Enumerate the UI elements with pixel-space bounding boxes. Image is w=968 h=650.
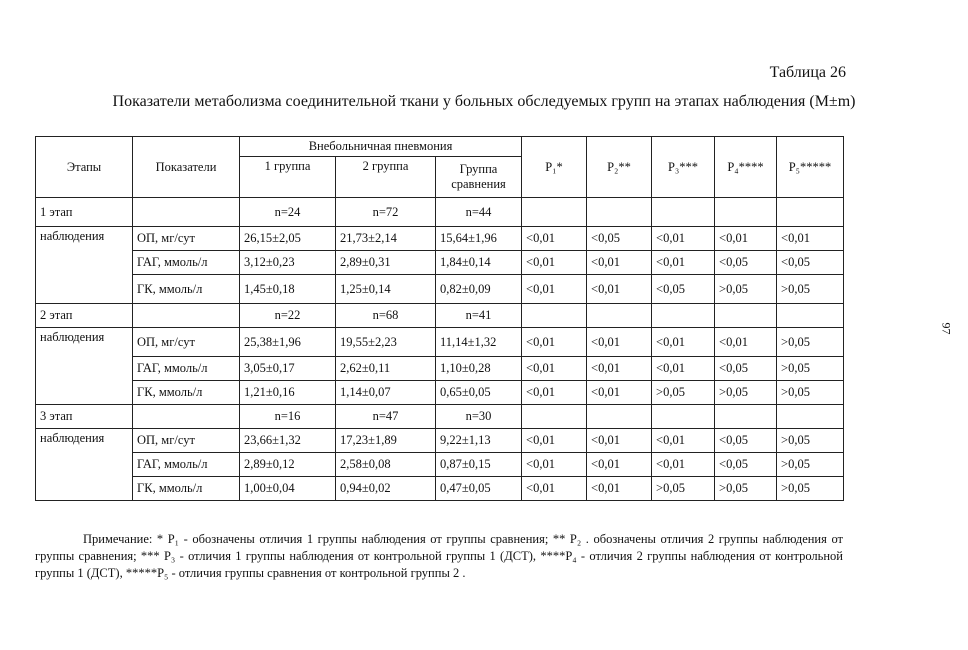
empty-cell [522, 405, 587, 429]
value-g1: 2,89±0,12 [240, 453, 336, 477]
p-value: <0,01 [587, 251, 652, 275]
n-count: n=47 [336, 405, 436, 429]
indicator: ГАГ, ммоль/л [133, 251, 240, 275]
value-g3: 0,47±0,05 [436, 477, 522, 501]
value-g3: 1,84±0,14 [436, 251, 522, 275]
value-g1: 26,15±2,05 [240, 227, 336, 251]
indicator: ГАГ, ммоль/л [133, 357, 240, 381]
page-number: 97 [939, 322, 954, 335]
value-g1: 25,38±1,96 [240, 328, 336, 357]
indicator: ГК, ммоль/л [133, 477, 240, 501]
n-count: n=30 [436, 405, 522, 429]
value-g2: 1,14±0,07 [336, 381, 436, 405]
p-value: <0,01 [587, 429, 652, 453]
p-value: <0,01 [715, 328, 777, 357]
empty-cell [777, 405, 844, 429]
p-value: <0,01 [652, 251, 715, 275]
value-g1: 3,05±0,17 [240, 357, 336, 381]
header-p3: P₃*** [652, 137, 715, 198]
p-value: >0,05 [777, 275, 844, 304]
value-g2: 1,25±0,14 [336, 275, 436, 304]
p-value: <0,01 [777, 227, 844, 251]
header-p1: P₁* [522, 137, 587, 198]
empty-cell [715, 304, 777, 328]
p-value: <0,01 [652, 357, 715, 381]
stage-line1: 3 этап [36, 405, 133, 429]
table-body [36, 198, 844, 501]
p-value: <0,05 [652, 275, 715, 304]
value-g3: 0,82±0,09 [436, 275, 522, 304]
indicator: ГК, ммоль/л [133, 275, 240, 304]
p-value: >0,05 [652, 477, 715, 501]
p-value: <0,01 [587, 275, 652, 304]
value-g1: 1,00±0,04 [240, 477, 336, 501]
table-row [36, 198, 844, 227]
n-count: n=72 [336, 198, 436, 227]
header-group2: 2 группа [336, 157, 436, 198]
header-p2: P₂** [587, 137, 652, 198]
p-value: <0,05 [715, 453, 777, 477]
n-count: n=41 [436, 304, 522, 328]
p-value: >0,05 [777, 429, 844, 453]
p-value: <0,01 [587, 477, 652, 501]
p-value: <0,01 [522, 328, 587, 357]
table-row [36, 477, 844, 501]
p-value: <0,01 [522, 227, 587, 251]
p-value: >0,05 [715, 275, 777, 304]
p-value: <0,01 [522, 381, 587, 405]
n-count: n=22 [240, 304, 336, 328]
header-stages: Этапы [36, 137, 133, 198]
p-value: <0,01 [652, 453, 715, 477]
table-caption: Показатели метаболизма соединительной ткани у больных обследуемых групп на этапах наблюдения (M±m) [112, 93, 856, 110]
p-value: >0,05 [715, 477, 777, 501]
p-value: <0,05 [587, 227, 652, 251]
value-g2: 0,94±0,02 [336, 477, 436, 501]
empty-cell [587, 405, 652, 429]
value-g2: 19,55±2,23 [336, 328, 436, 357]
data-table [35, 136, 844, 501]
p-value: >0,05 [652, 381, 715, 405]
value-g3: 0,65±0,05 [436, 381, 522, 405]
value-g2: 17,23±1,89 [336, 429, 436, 453]
p-value: <0,01 [587, 381, 652, 405]
p-value: >0,05 [777, 453, 844, 477]
p-value: >0,05 [777, 477, 844, 501]
stage-line2: наблюдения [36, 227, 133, 304]
empty-cell [715, 405, 777, 429]
stage-line1: 1 этап [36, 198, 133, 227]
value-g2: 21,73±2,14 [336, 227, 436, 251]
value-g3: 11,14±1,32 [436, 328, 522, 357]
p-value: <0,01 [522, 251, 587, 275]
header-group1: 1 группа [240, 157, 336, 198]
value-g3: 9,22±1,13 [436, 429, 522, 453]
stage-line1: 2 этап [36, 304, 133, 328]
p-value: >0,05 [777, 328, 844, 357]
value-g2: 2,89±0,31 [336, 251, 436, 275]
value-g3: 1,10±0,28 [436, 357, 522, 381]
empty-cell [652, 198, 715, 227]
value-g1: 1,45±0,18 [240, 275, 336, 304]
n-count: n=24 [240, 198, 336, 227]
value-g2: 2,62±0,11 [336, 357, 436, 381]
table-row [36, 357, 844, 381]
p-value: <0,01 [522, 275, 587, 304]
p-value: <0,01 [587, 357, 652, 381]
p-value: <0,01 [587, 453, 652, 477]
table-row [36, 429, 844, 453]
p-value: <0,05 [715, 357, 777, 381]
empty-cell [587, 198, 652, 227]
header-group-cmp-line1: Группа [459, 162, 498, 176]
p-value: <0,01 [652, 328, 715, 357]
empty-cell [522, 304, 587, 328]
p-value: <0,01 [652, 227, 715, 251]
table-row [36, 275, 844, 304]
p-value: <0,01 [522, 357, 587, 381]
header-group-cmp [436, 157, 522, 198]
value-g1: 23,66±1,32 [240, 429, 336, 453]
empty-cell [133, 198, 240, 227]
header-group-cmp-line2: сравнения [451, 177, 506, 191]
table-row [36, 251, 844, 275]
header-p4: P₄**** [715, 137, 777, 198]
p-value: >0,05 [715, 381, 777, 405]
empty-cell [777, 198, 844, 227]
note-text: Примечание: * P₁ - обозначены отличия 1 группы наблюдения от группы сравнения; ** P₂ . обозначены отличия 2 группы наблюдения от группы сравнения; *** P₃ - отличия 1 группы наблюдения от контрольной группы 1 (ДСТ), ****P₄ - отличия 2 группы наблюдения от контрольной группы 1 (ДСТ), *****P₅ - отличия группы сравнения от контрольной группы 2 . [35, 532, 843, 580]
header-p5: P₅***** [777, 137, 844, 198]
indicator: ГАГ, ммоль/л [133, 453, 240, 477]
indicator: ОП, мг/сут [133, 429, 240, 453]
empty-cell [133, 304, 240, 328]
p-value: <0,01 [587, 328, 652, 357]
n-count: n=16 [240, 405, 336, 429]
indicator: ОП, мг/сут [133, 328, 240, 357]
p-value: <0,01 [652, 429, 715, 453]
p-value: >0,05 [777, 381, 844, 405]
p-value: <0,05 [777, 251, 844, 275]
p-value: <0,01 [522, 429, 587, 453]
table-row [36, 227, 844, 251]
header-group-span: Внебольничная пневмония [240, 137, 522, 157]
indicator: ОП, мг/сут [133, 227, 240, 251]
value-g2: 2,58±0,08 [336, 453, 436, 477]
empty-cell [777, 304, 844, 328]
p-value: <0,01 [522, 477, 587, 501]
empty-cell [652, 405, 715, 429]
value-g3: 15,64±1,96 [436, 227, 522, 251]
value-g1: 1,21±0,16 [240, 381, 336, 405]
p-value: <0,01 [715, 227, 777, 251]
p-value: >0,05 [777, 357, 844, 381]
empty-cell [715, 198, 777, 227]
p-value: <0,01 [522, 453, 587, 477]
table-row [36, 405, 844, 429]
n-count: n=44 [436, 198, 522, 227]
indicator: ГК, ммоль/л [133, 381, 240, 405]
header-indicators: Показатели [133, 137, 240, 198]
stage-line2: наблюдения [36, 328, 133, 405]
value-g3: 0,87±0,15 [436, 453, 522, 477]
value-g1: 3,12±0,23 [240, 251, 336, 275]
empty-cell [133, 405, 240, 429]
empty-cell [652, 304, 715, 328]
empty-cell [522, 198, 587, 227]
table-label: Таблица 26 [769, 64, 846, 81]
table-row [36, 381, 844, 405]
p-value: <0,05 [715, 251, 777, 275]
table-row [36, 328, 844, 357]
stage-line2: наблюдения [36, 429, 133, 501]
table-note [35, 531, 843, 582]
table-row [36, 304, 844, 328]
n-count: n=68 [336, 304, 436, 328]
empty-cell [587, 304, 652, 328]
p-value: <0,05 [715, 429, 777, 453]
table-row [36, 453, 844, 477]
